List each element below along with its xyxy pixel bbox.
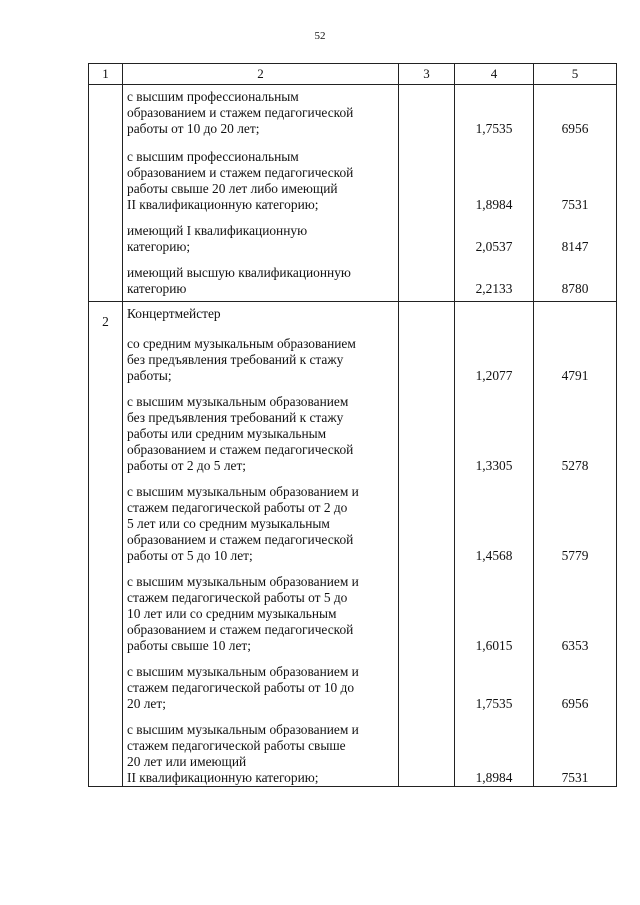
list-item [127,574,394,654]
item-text-line: имеющий высшую квалификационную [127,265,351,280]
table-header-row [89,64,617,85]
header-col-3: 3 [399,64,455,85]
section-title: Концертмейстер [127,306,221,321]
coefficient-value: 1,2077 [475,368,513,383]
item-text-line: с высшим профессиональным [127,89,299,104]
row-number-cell [89,85,123,302]
row-number-cell [89,302,123,787]
item-text-line: II квалификационную категорию; [127,770,319,785]
list-item [127,223,394,255]
coefficient-value: 2,2133 [475,281,513,296]
salary-value: 7531 [561,770,589,785]
item-text-line: образованием и стажем педагогической [127,165,354,180]
description-cell [123,85,399,302]
salary-cell [534,302,617,787]
item-text-line: работы; [127,368,172,383]
item-text-line: образованием и стажем педагогической [127,105,354,120]
list-item [127,265,394,297]
item-text-line: образованием и стажем педагогической [127,622,354,637]
header-col-4: 4 [455,64,534,85]
item-text-line: с высшим профессиональным [127,149,299,164]
salary-value: 6956 [561,121,589,136]
item-text-line: 20 лет; [127,696,166,711]
coefficient-value: 1,7535 [475,121,513,136]
item-text-line: 10 лет или со средним музыкальным [127,606,337,621]
list-item [127,722,394,786]
table-row-group-1 [89,85,617,302]
item-text-line: работы от 5 до 10 лет; [127,548,253,563]
item-text-line: имеющий I квалификационную [127,223,308,238]
salary-value: 6956 [561,696,589,711]
description-cell [123,302,399,787]
coefficient-value: 2,0537 [475,239,513,254]
item-text-line: с высшим музыкальным образованием и [127,574,359,589]
item-text-line: работы от 2 до 5 лет; [127,458,247,473]
list-item [127,149,394,213]
item-text-line: образованием и стажем педагогической [127,442,354,457]
salary-cell [534,85,617,302]
item-text-line: стажем педагогической работы от 2 до [127,500,348,515]
coefficient-cell [455,85,534,302]
page-number: 52 [314,30,326,42]
item-text-line: с высшим музыкальным образованием [127,394,349,409]
salary-value: 5779 [561,548,589,563]
item-text-line: с высшим музыкальным образованием и [127,722,359,737]
header-col-1: 1 [89,64,123,85]
salary-table [88,63,617,787]
item-text-line: работы свыше 20 лет либо имеющий [127,181,338,196]
item-text-line: с высшим музыкальным образованием и [127,664,359,679]
coefficient-value: 1,6015 [475,638,513,653]
item-text-line: работы свыше 10 лет; [127,638,251,653]
salary-value: 6353 [561,638,589,653]
header-col-5: 5 [534,64,617,85]
list-item [127,664,394,712]
table-row-group-2 [89,302,617,787]
salary-value: 7531 [561,197,589,212]
list-item [127,89,394,137]
coefficient-value: 1,7535 [475,696,513,711]
item-text-line: стажем педагогической работы от 10 до [127,680,355,695]
list-item [127,484,394,564]
item-text-line: без предъявления требований к стажу [127,352,344,367]
coefficient-cell [455,302,534,787]
item-text-line: 5 лет или со средним музыкальным [127,516,330,531]
salary-value: 4791 [561,368,589,383]
coefficient-value: 1,4568 [475,548,513,563]
item-text-line: стажем педагогической работы свыше [127,738,346,753]
item-text-line: с высшим музыкальным образованием и [127,484,359,499]
item-text-line: со средним музыкальным образованием [127,336,356,351]
list-item [127,336,394,384]
empty-cell [399,85,455,302]
header-col-2: 2 [123,64,399,85]
item-text-line: 20 лет или имеющий [127,754,247,769]
item-text-line: категорию; [127,239,191,254]
item-text-line: стажем педагогической работы от 5 до [127,590,348,605]
salary-value: 8780 [561,281,589,296]
empty-cell [399,302,455,787]
coefficient-value: 1,8984 [475,770,513,785]
coefficient-value: 1,3305 [475,458,513,473]
salary-value: 5278 [561,458,589,473]
item-text-line: работы от 10 до 20 лет; [127,121,260,136]
item-text-line: категорию [127,281,187,296]
item-text-line: II квалификационную категорию; [127,197,319,212]
list-item [127,394,394,474]
item-text-line: работы или средним музыкальным [127,426,327,441]
salary-value: 8147 [561,239,589,254]
item-text-line: без предъявления требований к стажу [127,410,344,425]
item-text-line: образованием и стажем педагогической [127,532,354,547]
row-number: 2 [102,314,109,329]
coefficient-value: 1,8984 [475,197,513,212]
